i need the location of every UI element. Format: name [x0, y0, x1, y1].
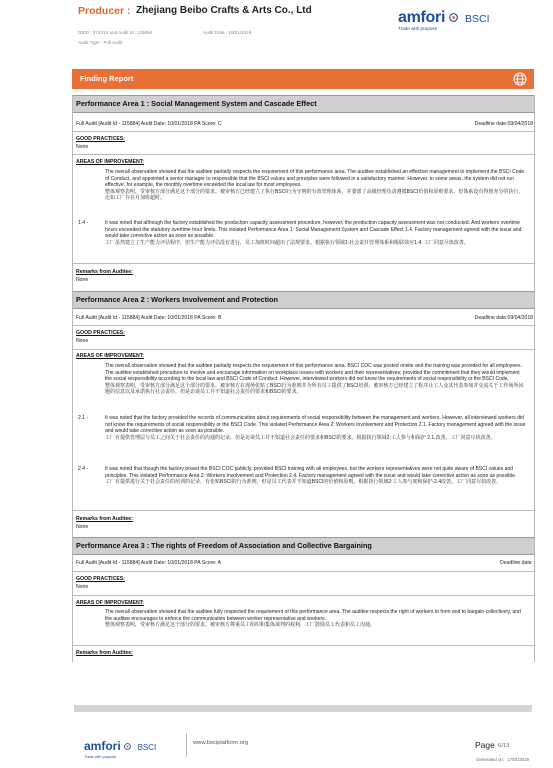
generated-on-label: Generated on:	[476, 757, 505, 762]
good-practices-value: None	[76, 338, 89, 344]
observation-paragraph	[105, 169, 526, 202]
remarks-label: Remarks from Auditee:	[76, 269, 133, 275]
deadline-date: Deadline date:	[500, 560, 533, 566]
performance-area-2-header	[73, 291, 534, 309]
audit-type-text: Audit Type : Full Audit	[78, 40, 123, 45]
footer-logo-word: amfori	[84, 739, 121, 753]
remarks-label: Remarks from Auditee:	[76, 516, 133, 522]
footer-logo-tagline: Trade with purpose	[84, 755, 117, 759]
good-practices-label: GOOD PRACTICES:	[76, 136, 125, 142]
divider	[73, 154, 534, 155]
finding-number: 2.4 -	[78, 466, 89, 472]
performance-area-3-title: Performance Area 3 : The rights of Freedom of Association and Collective Bargaining	[76, 541, 372, 550]
finding-report-title: Finding Report	[80, 74, 134, 83]
logo-bsci: BSCI	[465, 13, 490, 25]
divider	[73, 263, 534, 264]
amfori-bsci-logo	[398, 9, 508, 37]
remarks-value: None	[76, 524, 89, 530]
finding-content	[72, 95, 535, 662]
areas-of-improvement-label: AREAS OF IMPROVEMENT:	[76, 159, 145, 165]
logo-dot-icon	[449, 13, 458, 22]
footer-amfori-bsci-logo	[84, 737, 156, 759]
footer-gray-bar	[74, 705, 532, 712]
logo-tagline: Trade with purpose	[398, 26, 438, 31]
dbid-text: DBID : 374314 and Audit Id : 115884	[78, 30, 153, 35]
globe-icon	[512, 71, 528, 87]
divider	[73, 510, 534, 511]
finding-zh: 工厂有提供管理层与员工之间关于社会责任的沟通的记录，但是访谈员工并不知道社会责任的要求和BSCI的要求。根据执行领域2:工人参与和保护 2.1.改善。工厂同意尽快改善。	[105, 434, 496, 441]
good-practices-value: None	[76, 584, 89, 590]
page-label: Page	[475, 740, 495, 750]
generated-on-date: 17/01/2019	[507, 757, 529, 762]
audit-line: Full Audit [Audit Id - 115884] Audit Date: 10/01/2018 PA Score: C	[76, 121, 222, 127]
performance-area-2-title: Performance Area 2 : Workers Involvement and Protection	[76, 295, 278, 304]
deadline-date: Deadline date:09/04/2018	[474, 121, 533, 127]
producer-label: Producer :	[78, 5, 131, 17]
divider	[73, 571, 534, 572]
observation-en: The overall observation showed that the auditee fully respected the requirement of this performance area. The auditee respects the right of workers to form and to bargain collectively, and the auditee encourages to enforce the communication between worker representative and workers.	[105, 609, 521, 622]
divider	[73, 595, 534, 596]
finding-report-bar	[72, 69, 534, 89]
footer-logo-dot-icon	[124, 743, 131, 750]
finding-paragraph	[105, 220, 526, 246]
finding-zh: 工厂虽然建立了生产能力评估程序，但生产能力评估没有进行，员工加班时间超出了法规要求。根据执行领域1:社会责任管理体系和级联效应1.4. 工厂同意尽快改善。	[105, 239, 469, 246]
deadline-date: Deadline date:09/04/2018	[474, 315, 533, 321]
finding-en: It was noted that although the factory established the production capacity assessment procedure, however, the production capacity assessment was not conducted. And workers overtime hours exceeded the statutory overtime hour limits. This violated Performance Area 1: Social Management System and Cascade Effect 1.4. Factory management agreed with the issue and would take corrective action as soon as possible.	[105, 220, 522, 240]
performance-area-1-header	[73, 95, 534, 113]
footer-url: www.bsciplatform.org	[193, 740, 249, 746]
divider	[73, 325, 534, 326]
performance-area-1-title: Performance Area 1 : Social Management System and Cascade Effect	[76, 99, 317, 108]
page-number: 6/13	[498, 743, 510, 749]
good-practices-label: GOOD PRACTICES:	[76, 576, 125, 582]
observation-paragraph	[105, 609, 526, 629]
performance-area-3-header	[73, 537, 534, 555]
audit-line: Full Audit [Audit Id - 115884] Audit Date: 10/01/2018 PA Score: A	[76, 560, 222, 566]
finding-zh: 工厂有提供进行关于社会责任的培训的记录，有张贴BSCI的行为准则，但是员工代表并不知道BSCI的价值和原则。根据执行领域2:工人参与度和保护-2.4改善。工厂同意尽快改善。	[105, 479, 502, 486]
logo-word: amfori	[398, 9, 446, 26]
observation-en: The overall observation showed that the auditee partially respects the requirement of this performance area. BSCI COC was posted onsite and the training was provided for all employees. The auditee established procedure to involve and encourage information on workplace issues with workers and their representatives; provided the commitment that they would implement the social responsibility according to the local law and BSCI Code of Conduct. However, interviewed workers did not know the requirements of social responsibility or the BSCI Code.	[105, 363, 522, 383]
footer-separator	[186, 733, 187, 757]
finding-en: It was noted that though the factory posed the BSCI COC publicly, provided BSCI training with all employees, but the workers representatives were not quite aware of BSCI values and principles. This violated Performance Area 2: Workers Involvement and Protection 2.4. Factory management agreed with the issue and would take corrective action as soon as possible.	[105, 466, 517, 479]
areas-of-improvement-label: AREAS OF IMPROVEMENT:	[76, 353, 145, 359]
observation-zh: 整体观察表明，受审核方部分满足这个部分的要求。被审核方在现场张贴了BSCI行为准则并为所有员工提供了BSCI培训。被审核方已经建立了程序让工人及其代表参加并交流关于工作场所问题的信息以及承诺执行社会责任。但是访谈员工并不知道社会责任的要求和BSCI的要求。	[105, 382, 524, 396]
observation-en: The overall observation showed that the auditee partially respects the requirement of this performance area. The auditee established an effective management to implement the BSCI Code of Conduct, and appointed a senior manager to responsible that the BSCI values and principles were followed in a satisfactory manner. However, in some areas, the system did not run effective, for example, the monthly overtime exceeded the local law for most employees.	[105, 169, 525, 189]
divider	[73, 131, 534, 132]
finding-number: 2.1 -	[78, 415, 89, 421]
remarks-value: None	[76, 277, 89, 283]
observation-paragraph	[105, 363, 526, 396]
finding-number: 1.4 -	[78, 220, 89, 226]
audit-line: Full Audit [Audit Id - 115884] Audit Date: 10/01/2018 PA Score: B	[76, 315, 222, 321]
good-practices-value: None	[76, 144, 89, 150]
finding-en: It was noted that the factory provided the records of communication about requirements of social responsibility between the management and workers. However, all interviewed workers did not know the requirements of social responsibility or the BSCI Code. This violated Performance Area 2: Workers Involvement and Protection 2.1. Factory management agreed with the issue and would take corrective action as soon as possible.	[105, 415, 526, 435]
divider	[73, 645, 534, 646]
producer-name: Zhejiang Beibo Crafts & Arts Co., Ltd	[136, 5, 312, 16]
observation-zh: 整体观察表明，受审核方满足这个部分的要求。被审核方尊重员工组织和集体谈判的权利，工厂鼓励员工代表和员工沟通。	[105, 622, 376, 629]
finding-paragraph	[105, 415, 526, 441]
footer-logo-bsci: BSCI	[137, 743, 157, 752]
observation-zh: 整体观察表明，受审核方部分满足这个部分的要求。被审核方已经建立了执行BSCI行为守则的有效管理体系，并委派了高级经理负责遵循BSCI价值和原则要求。但体系没有得到充分的执行，比如工厂存在月加班超时。	[105, 188, 524, 202]
audit-date-text: Audit Date : 10/01/2018	[203, 30, 252, 35]
divider	[73, 349, 534, 350]
areas-of-improvement-label: AREAS OF IMPROVEMENT:	[76, 600, 145, 606]
remarks-label: Remarks from Auditee:	[76, 650, 133, 656]
good-practices-label: GOOD PRACTICES:	[76, 330, 125, 336]
finding-paragraph	[105, 466, 526, 486]
